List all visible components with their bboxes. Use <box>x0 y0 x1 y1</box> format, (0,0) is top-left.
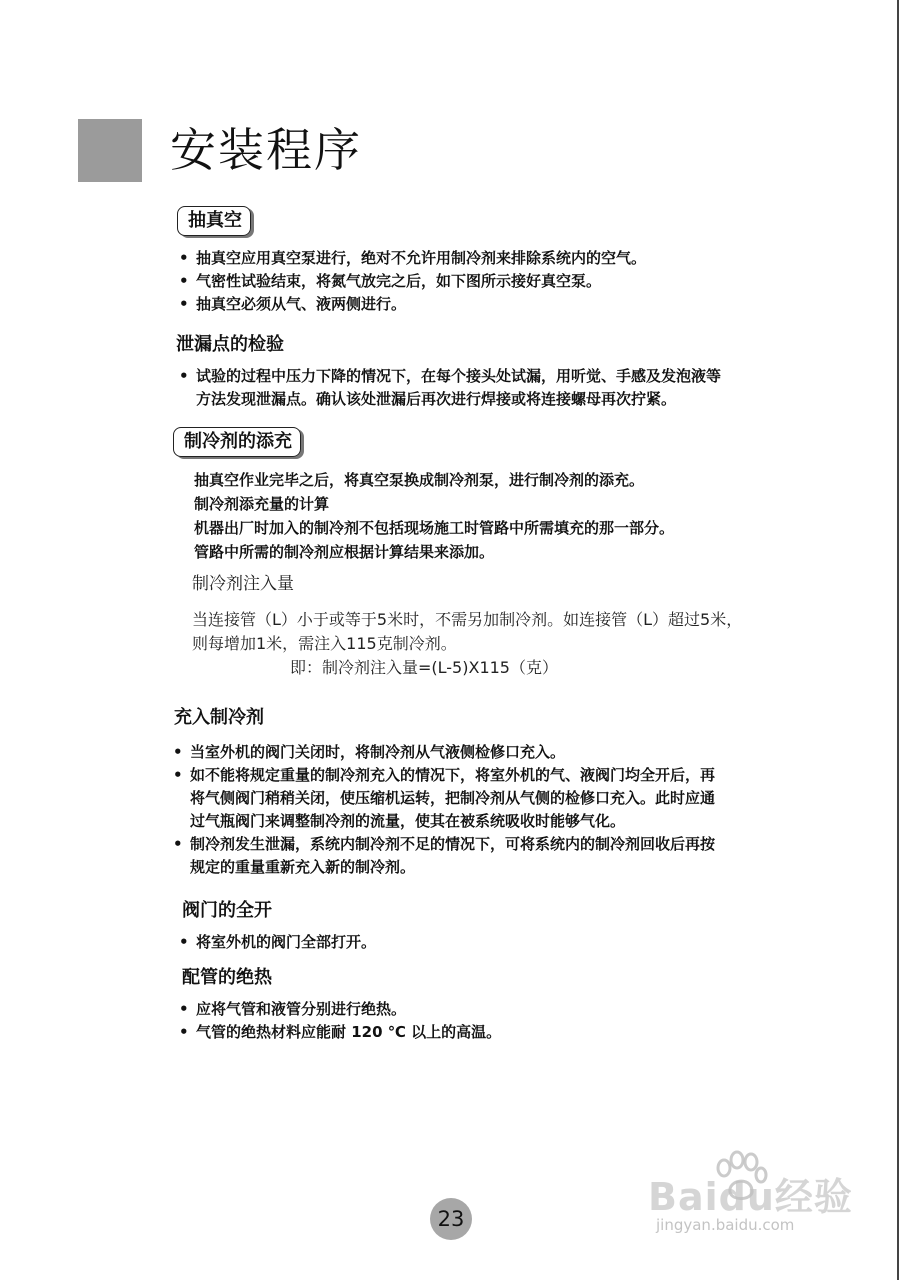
list-item: • 将室外机的阀门全部打开。 <box>176 931 776 954</box>
refrigerant-add-lines <box>194 468 674 564</box>
page-edge-rule <box>897 0 899 1280</box>
charging-b2-line-2: 将气侧阀门稍稍关闭，使压缩机运转，把制冷剂从气侧的检修口充入。此时应通 <box>190 789 716 807</box>
injection-note <box>192 608 742 656</box>
leak-line-1: • 试验的过程中压力下降的情况下，在每个接头处试漏，用听觉、手感及发泡液等 <box>196 367 722 385</box>
list-item <box>170 741 870 764</box>
injection-note-line-1: 当连接管（L）小于或等于5米时，不需另加制冷剂。如连接管（L）超过5米， <box>192 610 743 629</box>
list-item <box>170 833 870 879</box>
page-number: 23 <box>430 1198 472 1240</box>
charging-b2-line-3: 过气瓶阀门来调整制冷剂的流量，使其在被系统吸收时能够气化。 <box>190 812 626 830</box>
leak-heading: 泄漏点的检验 <box>176 334 284 355</box>
watermark-brand: Baidu经验 <box>648 1175 853 1219</box>
vacuum-heading-box: 抽真空 <box>177 206 251 236</box>
list-item: • 应将气管和液管分别进行绝热。 <box>176 998 776 1021</box>
charging-b3-line-2: 规定的重量重新充入新的制冷剂。 <box>190 858 416 876</box>
leak-bullets <box>176 365 876 411</box>
injection-subheading: 制冷剂注入量 <box>192 574 294 594</box>
list-item: • 抽真空必须从气、液两侧进行。 <box>176 293 856 316</box>
valve-heading: 阀门的全开 <box>182 900 272 921</box>
page-title: 安装程序 <box>170 123 362 177</box>
refrigerant-add-heading-box: 制冷剂的添充 <box>173 427 301 457</box>
valve-bullets <box>176 931 776 954</box>
text-line: 机器出厂时加入的制冷剂不包括现场施工时管路中所需填充的那一部分。 <box>194 519 675 537</box>
injection-note-line-2: 则每增加1米，需注入115克制冷剂。 <box>192 634 457 653</box>
list-item <box>170 764 870 833</box>
injection-formula: 即：制冷剂注入量=(L-5)X115（克） <box>290 658 558 677</box>
insulation-heading: 配管的绝热 <box>182 967 272 988</box>
charging-b3-line-1: • 制冷剂发生泄漏，系统内制冷剂不足的情况下，可将系统内的制冷剂回收后再按 <box>190 835 716 853</box>
list-item: • 抽真空应用真空泵进行，绝对不允许用制冷剂来排除系统内的空气。 <box>176 247 856 270</box>
text-line: 抽真空作业完毕之后，将真空泵换成制冷剂泵，进行制冷剂的添充。 <box>194 471 645 489</box>
leak-line-2: 方法发现泄漏点。确认该处泄漏后再次进行焊接或将连接螺母再次拧紧。 <box>196 390 677 408</box>
text-line: 管路中所需的制冷剂应根据计算结果来添加。 <box>194 543 495 561</box>
text-line: 制冷剂添充量的计算 <box>194 495 330 513</box>
section-marker-block <box>78 119 142 182</box>
charging-b2-line-1: • 如不能将规定重量的制冷剂充入的情况下，将室外机的气、液阀门均全开后，再 <box>190 766 716 784</box>
vacuum-bullets <box>176 247 856 316</box>
insulation-bullets <box>176 998 776 1044</box>
baidu-watermark <box>638 1140 863 1240</box>
list-item <box>176 365 876 411</box>
list-item: • 气密性试验结束，将氮气放完之后，如下图所示接好真空泵。 <box>176 270 856 293</box>
charging-b1: • 当室外机的阀门关闭时，将制冷剂从气液侧检修口充入。 <box>190 743 566 761</box>
charging-bullets <box>170 741 870 879</box>
charging-heading: 充入制冷剂 <box>174 707 264 728</box>
list-item: • 气管的绝热材料应能耐 120 ℃ 以上的高温。 <box>176 1021 776 1044</box>
watermark-url: jingyan.baidu.com <box>656 1216 795 1234</box>
